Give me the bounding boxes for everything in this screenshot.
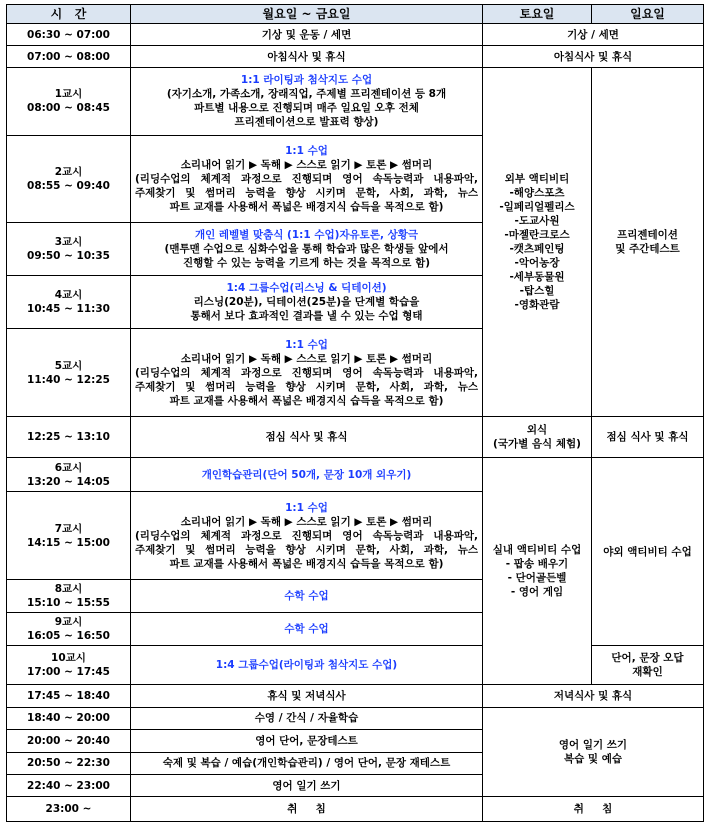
period-label: 4교시 xyxy=(54,289,83,302)
sat-item: -영화관람 xyxy=(514,299,560,312)
sat-item: -세부동물원 xyxy=(509,271,565,284)
sat-item: -탑스힐 xyxy=(519,285,555,298)
class-title: 1:4 그룹수업(리스닝 & 딕테이션) xyxy=(226,282,387,295)
time-cell xyxy=(7,612,131,646)
period-label: 6교시 xyxy=(54,461,83,474)
sat-pm-item: - 단어골든벨 xyxy=(507,572,567,584)
class-cell: 1:4 그룹수업(라이팅과 첨삭지도 수업) xyxy=(131,646,483,685)
period-time: 14:15 ~ 15:00 xyxy=(27,536,110,549)
class-desc-line: (자기소개, 가족소개, 장래직업, 주제별 프리젠테이션 등 8개 xyxy=(166,88,447,101)
time-cell xyxy=(7,580,131,613)
period-time: 09:50 ~ 10:35 xyxy=(27,250,110,263)
period-label: 9교시 xyxy=(54,616,83,629)
sat-item: -캣츠페인팅 xyxy=(509,243,565,256)
time-cell: 06:30 ~ 07:00 xyxy=(7,24,131,45)
saturday-indoor-cell xyxy=(483,457,592,684)
saturday-outdoor-cell xyxy=(483,68,592,417)
class-desc-line: 주제찾기 및 썸머리 능력을 향상 시키며 문학, 사회, 과학, 뉴스 xyxy=(135,380,478,393)
activity-cell: 휴식 및 저녁식사 xyxy=(131,685,483,707)
sat-pm-item: 실내 액티비티 수업 xyxy=(492,544,582,556)
class-title: 개인 레벨별 맞춤식 (1:1 수업)자유토론, 상황극 xyxy=(194,229,419,242)
period-time: 15:10 ~ 15:55 xyxy=(27,596,110,609)
header-saturday: 토요일 xyxy=(483,5,592,24)
sat-item: -일페리얼펠리스 xyxy=(499,201,575,214)
weekend-evening-cell xyxy=(483,707,704,797)
period-time: 17:00 ~ 17:45 xyxy=(27,666,110,679)
period-time: 16:05 ~ 16:50 xyxy=(27,630,110,643)
class-desc-line: 주제찾기 및 썸머리 능력을 향상 시키며 문학, 사회, 과학, 뉴스 xyxy=(135,543,478,556)
class-title: 1:1 수업 xyxy=(285,338,328,351)
class-cell xyxy=(131,223,483,276)
sat-item: -마젤란크로스 xyxy=(504,229,570,242)
header-sunday: 일요일 xyxy=(592,5,704,24)
period-time: 11:40 ~ 12:25 xyxy=(27,373,110,386)
weekend-cell: 취 침 xyxy=(483,797,704,822)
class-desc-line: (리딩수업의 체계적 과정으로 진행되며 영어 속독능력과 내용파악, xyxy=(135,366,478,379)
activity-cell: 취 침 xyxy=(131,797,483,822)
weekend-cell: 저녁식사 및 휴식 xyxy=(483,685,704,707)
table-row xyxy=(7,24,704,45)
table-row xyxy=(7,45,704,67)
sat-pm-item: - 영어 게임 xyxy=(510,586,564,598)
activity-cell: 영어 일기 쓰기 xyxy=(131,774,483,796)
time-cell xyxy=(7,135,131,223)
sun-item: 및 주간테스트 xyxy=(615,243,680,256)
sun-review-line: 단어, 문장 오답 xyxy=(611,652,684,665)
period-time: 10:45 ~ 11:30 xyxy=(27,303,110,316)
class-cell xyxy=(131,276,483,329)
period-label: 5교시 xyxy=(54,359,83,372)
class-desc-line: 프리젠테이션으로 발표력 향상) xyxy=(234,116,379,129)
time-cell: 18:40 ~ 20:00 xyxy=(7,707,131,729)
time-cell: 12:25 ~ 13:10 xyxy=(7,417,131,458)
period-label: 1교시 xyxy=(54,88,83,101)
time-cell: 20:50 ~ 22:30 xyxy=(7,752,131,774)
header-time: 시 간 xyxy=(7,5,131,24)
class-title: 1:1 수업 xyxy=(285,501,328,514)
class-cell xyxy=(131,68,483,135)
time-cell xyxy=(7,68,131,135)
time-cell: 22:40 ~ 23:00 xyxy=(7,774,131,796)
weekend-evening-line: 영어 일기 쓰기 xyxy=(558,739,628,752)
activity-cell: 영어 단어, 문장테스트 xyxy=(131,730,483,752)
class-cell: 개인학습관리(단어 50개, 문장 10개 외우기) xyxy=(131,457,483,492)
class-cell xyxy=(131,135,483,223)
time-cell xyxy=(7,492,131,580)
activity-cell: 점심 식사 및 휴식 xyxy=(131,417,483,458)
time-cell: 20:00 ~ 20:40 xyxy=(7,730,131,752)
saturday-lunch-cell xyxy=(483,417,592,458)
period-time: 13:20 ~ 14:05 xyxy=(27,475,110,488)
period-time: 08:00 ~ 08:45 xyxy=(27,102,110,115)
class-desc-line: 파트 교재를 사용해서 폭넓은 배경지식 습득을 목적으로 함) xyxy=(169,394,444,407)
time-cell: 17:45 ~ 18:40 xyxy=(7,685,131,707)
sun-item: 프리젠테이션 xyxy=(617,229,678,242)
table-row xyxy=(7,797,704,822)
time-cell: 07:00 ~ 08:00 xyxy=(7,45,131,67)
weekend-evening-line: 복습 및 예습 xyxy=(563,753,623,766)
class-desc-line: (리딩수업의 체계적 과정으로 진행되며 영어 속독능력과 내용파악, xyxy=(135,529,478,542)
sat-item: 외부 액티비티 xyxy=(504,173,570,186)
sunday-presentation-cell xyxy=(592,68,704,417)
class-cell: 수학 수업 xyxy=(131,580,483,613)
sunday-lunch-cell: 점심 식사 및 휴식 xyxy=(592,417,704,458)
sat-item: -악어농장 xyxy=(514,257,560,270)
weekend-cell: 기상 / 세면 xyxy=(483,24,704,45)
time-cell: 23:00 ~ xyxy=(7,797,131,822)
class-cell: 수학 수업 xyxy=(131,612,483,646)
schedule-table xyxy=(6,4,704,822)
table-row xyxy=(7,417,704,458)
class-desc-line: 통해서 보다 효과적인 결과를 낼 수 있는 수업 형태 xyxy=(190,310,423,323)
sunday-review-cell xyxy=(592,646,704,685)
class-desc-line: 주제찾기 및 썸머리 능력을 향상 시키며 문학, 사회, 과학, 뉴스 xyxy=(135,186,478,199)
time-cell xyxy=(7,457,131,492)
class-title: 1:1 라이팅과 첨삭지도 수업 xyxy=(240,74,373,87)
period-time: 08:55 ~ 09:40 xyxy=(27,179,110,192)
activity-cell: 기상 및 운동 / 세면 xyxy=(131,24,483,45)
class-desc-line: 진행할 수 있는 능력을 기르게 하는 것을 목적으로 함) xyxy=(182,257,431,270)
period-label: 7교시 xyxy=(54,522,83,535)
weekend-cell: 아침식사 및 휴식 xyxy=(483,45,704,67)
period-label: 8교시 xyxy=(54,582,83,595)
class-title: 1:1 수업 xyxy=(285,144,328,157)
class-desc-line: (리딩수업의 체계적 과정으로 진행되며 영어 속독능력과 내용파악, xyxy=(135,172,478,185)
class-desc-line: 파트별 내용으로 진행되며 매주 일요일 오후 전체 xyxy=(194,102,419,115)
class-desc-line: (맨투맨 수업으로 심화수업을 통해 학습과 많은 학생들 앞에서 xyxy=(164,243,449,256)
table-row xyxy=(7,68,704,135)
time-cell xyxy=(7,223,131,276)
period-label: 2교시 xyxy=(54,165,83,178)
class-desc-line: 소리내어 읽기 ▶ 독해 ▶ 스스로 읽기 ▶ 토론 ▶ 썸머리 xyxy=(180,158,433,171)
class-cell xyxy=(131,329,483,417)
activity-cell: 수영 / 간식 / 자율학습 xyxy=(131,707,483,729)
table-row xyxy=(7,457,704,492)
sat-pm-item: - 팝송 배우기 xyxy=(505,558,569,570)
sat-lunch-line: 외식 xyxy=(526,423,548,436)
class-desc-line: 파트 교재를 사용해서 폭넓은 배경지식 습득을 목적으로 함) xyxy=(169,200,444,213)
class-desc-line: 리스닝(20분), 딕테이션(25분)을 단계별 학습을 xyxy=(193,296,420,309)
time-cell xyxy=(7,276,131,329)
time-cell xyxy=(7,646,131,685)
class-desc-line: 소리내어 읽기 ▶ 독해 ▶ 스스로 읽기 ▶ 토론 ▶ 썸머리 xyxy=(180,352,433,365)
table-row xyxy=(7,685,704,707)
header-row xyxy=(7,5,704,24)
class-desc-line: 파트 교재를 사용해서 폭넓은 배경지식 습득을 목적으로 함) xyxy=(169,557,444,570)
class-cell xyxy=(131,492,483,580)
header-weekday: 월요일 ~ 금요일 xyxy=(131,5,483,24)
time-cell xyxy=(7,329,131,417)
table-row xyxy=(7,646,704,685)
table-row xyxy=(7,707,704,729)
sat-lunch-line: (국가별 음식 체험) xyxy=(493,437,581,450)
sat-item: -해양스포츠 xyxy=(509,187,565,200)
sun-review-line: 재확인 xyxy=(632,666,663,679)
sunday-outdoor-cell: 야외 액티비티 수업 xyxy=(592,457,704,646)
activity-cell: 아침식사 및 휴식 xyxy=(131,45,483,67)
period-label: 3교시 xyxy=(54,236,83,249)
sat-item: -도교사원 xyxy=(514,215,560,228)
activity-cell: 숙제 및 복습 / 예습(개인학습관리) / 영어 단어, 문장 재테스트 xyxy=(131,752,483,774)
period-label: 10교시 xyxy=(51,652,86,665)
class-desc-line: 소리내어 읽기 ▶ 독해 ▶ 스스로 읽기 ▶ 토론 ▶ 썸머리 xyxy=(180,515,433,528)
